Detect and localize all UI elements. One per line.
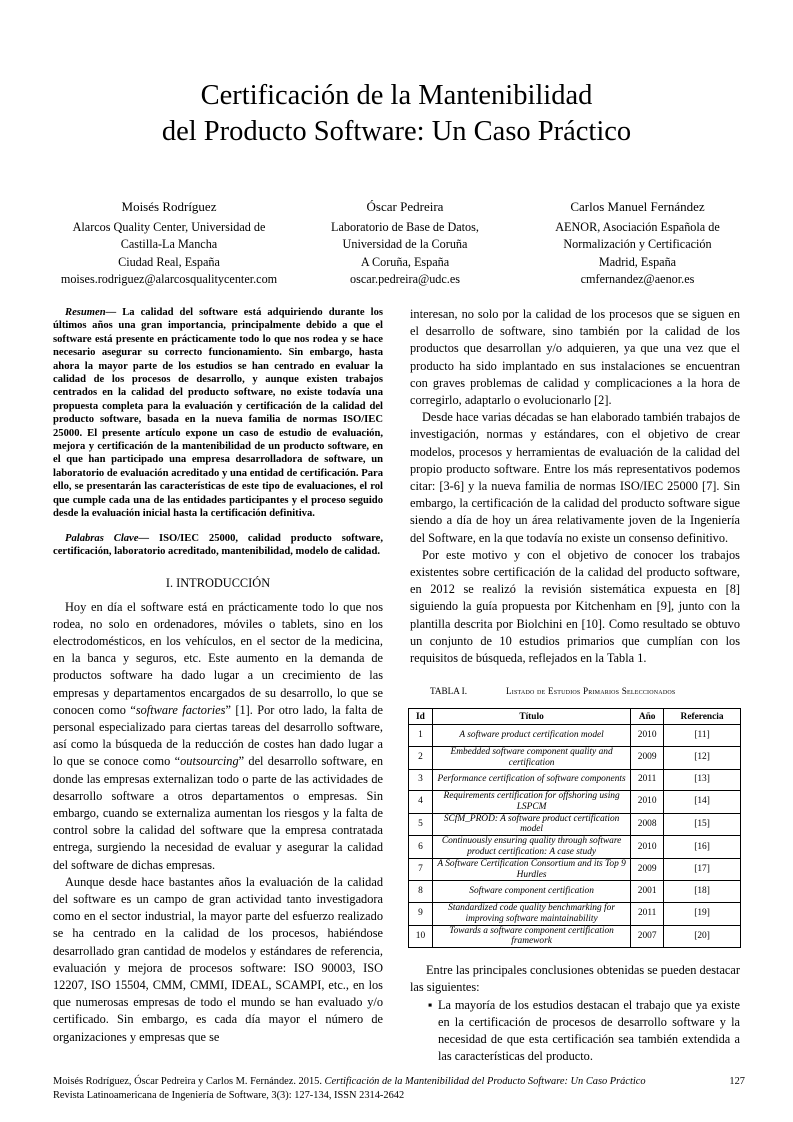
paragraph-text: Hoy en día el software está en prácticamente todo lo que nos rodea, no solo en ordenadores, móviles o tablets, sino en los electrodomésticos, en los vehículos, en el sector de la medicina, en la banca y seguros, etc. Este aumento en la demanda de productos software ha dado lugar a un crecimiento de las empresas y departamentos encargados de su desarrollo, lo que se conocen como “ — [53, 599, 383, 717]
table-row — [409, 769, 741, 791]
cell-year: 2007 — [631, 925, 664, 948]
cell-reference: [20] — [664, 925, 741, 948]
keywords-lead: Palabras Clave— — [65, 532, 150, 544]
cell-reference: [17] — [664, 858, 741, 881]
cell-year: 2001 — [631, 881, 664, 903]
cell-reference: [11] — [664, 725, 741, 747]
cell-id: 10 — [409, 925, 433, 948]
paragraph — [53, 599, 383, 874]
cell-year: 2010 — [631, 836, 664, 859]
cell-year: 2010 — [631, 791, 664, 814]
cell-reference: [14] — [664, 791, 741, 814]
table-row — [409, 791, 741, 814]
author-affiliation: Laboratorio de Base de Datos, — [331, 219, 479, 234]
paragraph: Entre las principales conclusiones obtenidas se pueden destacar las siguientes: — [410, 963, 740, 995]
paragraph-continued: interesan, no solo por la calidad de los procesos que se siguen en el desarrollo de software, sino también por la calidad de los productos que desarrollan y/o adquieren, ya que una vez que el producto ha sido implantado en sus instalaciones se encuentran con graves problemas de calidad y complicaciones a la hora de corregirlo, adaptarlo o evolucionarlo [2]. — [410, 307, 740, 408]
table-row — [409, 858, 741, 881]
abstract-text: La calidad del software está adquiriendo durante los últimos años una gran importancia, principalmente debido a que el software está presente en prácticamente todo lo que nos rodea y se hace necesario asegurar su correcto funcionamiento. Sin embargo, hasta ahora la mayor parte de los estudios se han centrado en evaluar la calidad de los procesos de desarrollo, y aunque existen trabajos centrados en la calidad del producto software, no existe todavía una propuesta completa para la evaluación y certificación de la calidad del producto software, basada en la nueva familia de normas ISO/IEC 25000. El presente artículo expone un caso de estudio de evaluación, mejora y certificación de la mantenibilidad de un producto software, en el que han participado una empresa desarrolladora de software, un laboratorio de evaluación acreditado y una entidad de certificación. Para ello, se presentarán las características de este tipo de evaluaciones, el rol que cumple cada una de las entidades participantes y el proceso seguido desde la evaluación inicial hasta la certificación definitiva. — [53, 307, 383, 520]
cell-title: Towards a software component certification framework — [432, 925, 630, 948]
author-location: A Coruña, España — [360, 254, 450, 269]
table-row — [409, 902, 741, 925]
page-footer — [53, 1075, 745, 1103]
cell-title: Embedded software component quality and certification — [432, 746, 630, 769]
footer-citation — [53, 1075, 745, 1089]
table-row — [409, 836, 741, 859]
title-line-2: del Producto Software: Un Caso Práctico — [161, 116, 632, 147]
author-email: cmfernandez@aenor.es — [580, 272, 695, 286]
cell-title: Software component certification — [432, 881, 630, 903]
cell-title: A Software Certification Consortium and its Top 9 Hurdles — [432, 858, 630, 881]
cell-id: 7 — [409, 858, 433, 881]
section-heading-introduction: I. INTRODUCCIÓN — [165, 576, 271, 591]
author-location: Madrid, España — [598, 254, 677, 269]
table-caption — [410, 683, 740, 700]
table-row — [409, 881, 741, 903]
header-title: Título — [432, 709, 630, 725]
author-block — [305, 198, 505, 289]
list-item-text: La mayoría de los estudios destacan el trabajo que ya existe en la certificación de procesos de desarrollo software y la necesidad de que esta certificación sea también extendida a las características del producto. — [438, 997, 740, 1064]
author-location: Ciudad Real, España — [118, 254, 220, 269]
cell-year: 2008 — [631, 813, 664, 836]
list-item — [428, 997, 740, 1066]
footer-authors: Moisés Rodríguez, Óscar Pedreira y Carlos M. Fernández. 2015. — [53, 1076, 325, 1087]
paragraph-text: ” del desarrollo software, en donde las empresas externalizan todo o parte de las actividades de desarrollo software a otros departamentos o empresas. Sin embargo, cuando se externaliza aumentan los riesgos y la falta de control sobre la calidad del software que la empresa contratada entrega, surgiendo la necesidad de evaluar y asegurar la calidad del software de dichas empresas. — [53, 754, 383, 872]
cell-id: 9 — [409, 902, 433, 925]
cell-reference: [15] — [664, 813, 741, 836]
title-line-1: Certificación de la Mantenibilidad — [200, 80, 593, 111]
table-row — [409, 813, 741, 836]
left-column — [53, 306, 383, 1046]
cell-reference: [18] — [664, 881, 741, 903]
keywords — [53, 532, 383, 559]
keywords-text: ISO/IEC 25000, calidad producto software, certificación, laboratorio acreditado, mantenibilidad, modelo de calidad. — [53, 532, 383, 557]
cell-id: 3 — [409, 769, 433, 791]
cell-id: 1 — [409, 725, 433, 747]
cell-title: SCfM_PROD: A software product certification model — [432, 813, 630, 836]
cell-year: 2009 — [631, 746, 664, 769]
paragraph: Por este motivo y con el objetivo de conocer los trabajos existentes sobre certificación de la calidad del producto software, en 2012 se realizó la revisión sistemática expuesta en [8] siguiendo la guía propuesta por Kitchenham en [9], junto con la plantilla descrita por Biolchini en [10]. Como resultado se obtuvo un conjunto de 10 estudios primarios que cumplían con los requisitos de búsqueda, reflejados en la Tabla 1. — [410, 547, 740, 666]
author-affiliation: Universidad de la Coruña — [342, 237, 468, 251]
conclusions-list — [410, 997, 740, 1066]
cell-year: 2010 — [631, 725, 664, 747]
header-year: Año — [631, 709, 664, 725]
author-affiliation: Alarcos Quality Center, Universidad de — [72, 219, 266, 234]
cell-title: Requirements certification for offshoring using LSPCM — [432, 791, 630, 814]
cell-reference: [13] — [664, 769, 741, 791]
cell-title: Performance certification of software components — [432, 769, 630, 791]
emphasis-text: software factories — [135, 702, 226, 717]
author-email: moises.rodriguez@alarcosqualitycenter.com — [60, 272, 278, 286]
header-reference: Referencia — [664, 709, 741, 725]
abstract-lead: Resumen— — [65, 307, 117, 318]
cell-reference: [19] — [664, 902, 741, 925]
cell-year: 2011 — [631, 902, 664, 925]
cell-year: 2009 — [631, 858, 664, 881]
author-block — [520, 198, 755, 289]
header-id: Id — [409, 709, 433, 725]
paragraph: Aunque desde hace bastantes años la evaluación de la calidad del software es un campo de gran actividad tanto investigadora como en el sector industrial, la mayor parte del esfuerzo realizado se ha centrado en la calidad de los procesos, habiéndose desarrollado gran cantidad de modelos y estándares de referencia, evaluación y mejora de procesos software: ISO 90003, ISO 12207, ISO 15504, CMM, CMMI, IDEAL, SCAMPI, etc., en los que numerosas empresas de todo el mundo se han evaluado y/o certificado. Sin embargo, es cada día mayor el número de organizaciones y empresas que se — [53, 874, 383, 1044]
author-affiliation: Castilla-La Mancha — [120, 237, 218, 251]
emphasis-text: outsourcing — [180, 754, 239, 769]
cell-id: 2 — [409, 746, 433, 769]
cell-reference: [16] — [664, 836, 741, 859]
table-row — [409, 746, 741, 769]
cell-id: 8 — [409, 881, 433, 903]
paper-title — [0, 78, 793, 150]
cell-id: 5 — [409, 813, 433, 836]
author-email: oscar.pedreira@udc.es — [349, 272, 461, 286]
table-number: TABLA I. — [430, 686, 468, 697]
author-name: Óscar Pedreira — [366, 199, 444, 214]
cell-title: A software product certification model — [432, 725, 630, 747]
cell-title: Continuously ensuring quality through software product certification: A case study — [432, 836, 630, 859]
footer-article-title: Certificación de la Mantenibilidad del Producto Software: Un Caso Práctico — [324, 1076, 646, 1087]
author-affiliation: Normalización y Certificación — [563, 237, 712, 251]
cell-id: 4 — [409, 791, 433, 814]
cell-year: 2011 — [631, 769, 664, 791]
cell-title: Standardized code quality benchmarking for improving software maintainability — [432, 902, 630, 925]
author-name: Carlos Manuel Fernández — [570, 199, 705, 214]
bullet-icon: ▪ — [428, 997, 433, 1012]
table-header-row — [409, 709, 741, 725]
author-name: Moisés Rodríguez — [121, 199, 217, 214]
footer-journal: Revista Latinoamericana de Ingeniería de Software, 3(3): 127-134, ISSN 2314-2642 — [53, 1090, 405, 1101]
abstract — [53, 306, 383, 521]
table-row — [409, 725, 741, 747]
paragraph-text: ” [1]. Por otro lado, la falta de personal especializado para ciertas tareas del desarrollo software, así como la búsqueda de la reducción de costes han dado lugar a lo que se conoce como “ — [53, 702, 383, 769]
author-block — [40, 198, 298, 289]
page-number: 127 — [729, 1076, 745, 1087]
paragraph: Desde hace varias décadas se han elaborado también trabajos de investigación, normas y estándares, con el objetivo de crear modelos, procesos y herramientas de evaluación de la calidad del propio producto software. Entre los más representativos podemos citar: [3-6] y la nueva familia de normas ISO/IEC 25000 [7]. Sin embargo, la certificación de la calidad del producto software sigue siendo a día de hoy un área relativamente joven de la Ingeniería del Software, en la que todavía no existe un consenso definitivo. — [410, 410, 740, 545]
cell-id: 6 — [409, 836, 433, 859]
table-row — [409, 925, 741, 948]
right-column — [410, 306, 740, 1065]
table-caption-text: Listado de Estudios Primarios Seleccionados — [506, 686, 676, 697]
cell-reference: [12] — [664, 746, 741, 769]
author-affiliation: AENOR, Asociación Española de — [555, 219, 720, 234]
primary-studies-table — [408, 708, 741, 948]
